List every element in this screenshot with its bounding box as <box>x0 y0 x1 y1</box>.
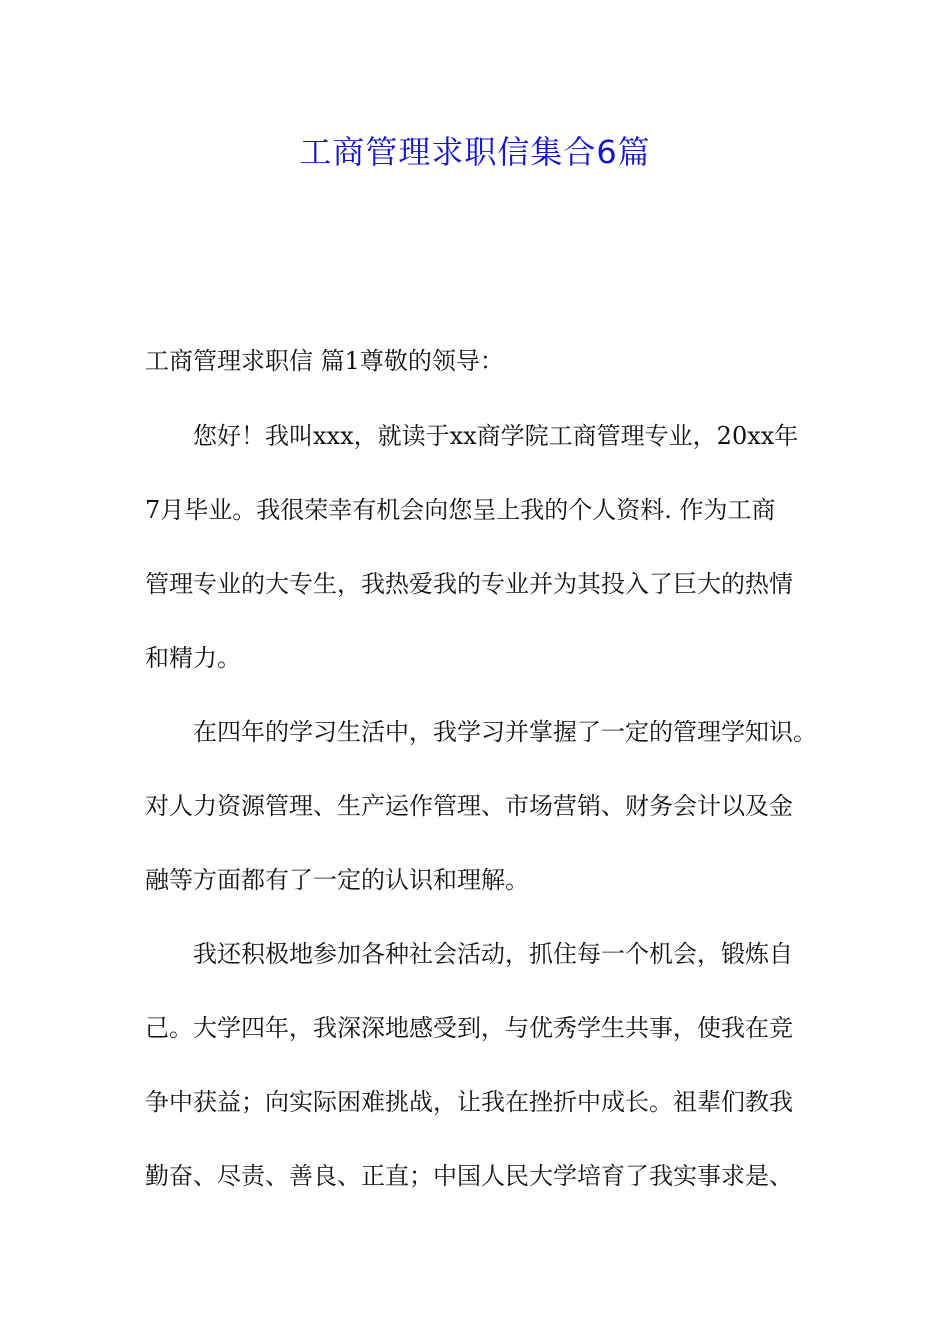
paragraph-line: 和精力。 <box>145 644 241 672</box>
paragraph-line: 管理专业的大专生，我热爱我的专业并为其投入了巨大的热情 <box>145 570 793 598</box>
salutation-line: 工商管理求职信 篇1尊敬的领导： <box>145 347 504 375</box>
paragraph-line: 融等方面都有了一定的认识和理解。 <box>145 866 529 894</box>
paragraph-line: 争中获益；向实际困难挑战，让我在挫折中成长。祖辈们教我 <box>145 1088 793 1116</box>
paragraph-line: 己。大学四年，我深深地感受到，与优秀学生共事，使我在竞 <box>145 1014 793 1042</box>
paragraph-line: 勤奋、尽责、善良、正直；中国人民大学培育了我实事求是、 <box>145 1162 793 1190</box>
paragraph-line: 7月毕业。我很荣幸有机会向您呈上我的个人资料. 作为工商 <box>145 496 776 524</box>
paragraph-line: 您好！我叫xxx，就读于xx商学院工商管理专业，20xx年 <box>193 422 799 450</box>
page-title: 工商管理求职信集合6篇 <box>299 133 651 171</box>
paragraph-line: 对人力资源管理、生产运作管理、市场营销、财务会计以及金 <box>145 792 793 820</box>
paragraph-line: 我还积极地参加各种社会活动，抓住每一个机会，锻炼自 <box>193 940 793 968</box>
paragraph-line: 在四年的学习生活中，我学习并掌握了一定的管理学知识。 <box>193 718 817 746</box>
